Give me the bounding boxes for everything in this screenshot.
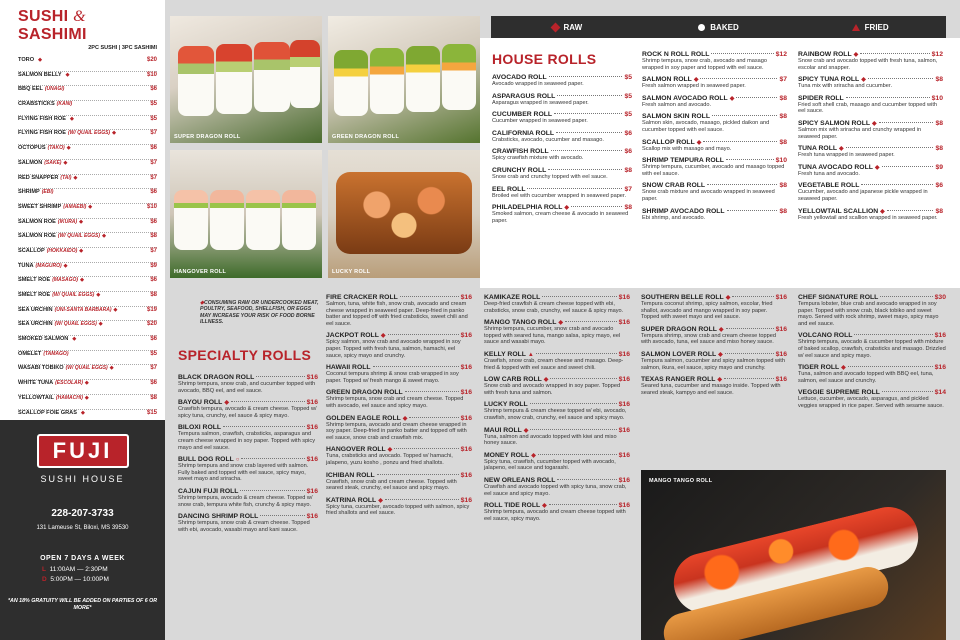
raw-diamond-icon: ◆	[96, 292, 101, 298]
menu-item: JACKPOT ROLL ◆ $16 Spicy salmon, snow crab and avocado wrapped in soy paper. Topped with fresh tuna, salmon, hamachi, eel sauce, spicy mayo and crunchy.	[326, 332, 472, 359]
sushi-item: SCALLOP (HOKKAIDO) ◆ $7	[18, 248, 157, 263]
sushi-item: SHRIMP (EBI) $6	[18, 189, 157, 204]
menu-item: SHRIMP TEMPURA ROLL $10 Shrimp tempura, cucumber, avocado and masago topped with eel sauce.	[642, 157, 787, 177]
raw-diamond-icon: ◆	[378, 497, 383, 504]
sushi-item: BBQ EEL (UNAGI) $6	[18, 86, 157, 101]
menu-item: GOLDEN EAGLE ROLL ◆ $16 Shrimp tempura, avocado and cream cheese wrapped in soy paper. Deep-fried in panko batter and topped off with eel sauce, snow crab and crawfish mix.	[326, 414, 472, 441]
menu-item: MAUI ROLL ◆ $16 Tuna, salmon and avocado topped with kiwi and miso honey sauce.	[484, 426, 630, 447]
raw-diamond-icon: ◆	[402, 415, 408, 422]
menu-item: LUCKY ROLL $16 Shrimp tempura & cream cheese topped w/ ebi, avocado, crawfish, snow crab, crunchy, eel sauce and spicy mayo.	[484, 401, 630, 421]
photo-caption: SUPER DRAGON ROLL	[174, 134, 241, 140]
menu-item: CRAWFISH ROLL $6 Spicy crawfish mixture with avocado.	[492, 148, 632, 162]
raw-diamond-icon: ◆	[88, 203, 93, 210]
sushi-item: CRABSTICKS (KANI) $5	[18, 101, 157, 116]
menu-item: TIGER ROLL ◆ $16 Tuna, salmon and avocado topped with BBQ eel, tuna, salmon, eel sauce and crunchy.	[798, 364, 946, 384]
specialty-col-2	[326, 294, 472, 522]
raw-diamond-icon: ◆	[73, 174, 78, 181]
fried-triangle-icon	[852, 24, 860, 31]
sushi-item: SEA URCHIN (UNI-SANTA BARBARA) ◆ $19	[18, 307, 157, 322]
raw-diamond-icon: ◆	[693, 77, 699, 84]
menu-item: VEGGIE SUPREME ROLL $14 Lettuce, cucumber, avocado, asparagus, and pickled veggies wrapped in rice paper. Served with sesame sauce.	[798, 389, 946, 409]
menu-item: BULL DOG ROLL ○ $16 Shrimp tempura and snow crab layered with salmon. Fully baked and topped with eel sauce, spicy mayo, sweet mayo and sriracha.	[178, 456, 318, 483]
raw-diamond-icon: ◆	[543, 377, 549, 384]
raw-diamond-icon: ◆	[69, 115, 74, 122]
raw-diamond-icon: ◆	[84, 394, 89, 401]
sushi-item: WHITE TUNA (ESCOLAR) ◆ $6	[18, 380, 157, 395]
raw-diamond-icon: ◆	[718, 326, 724, 333]
raw-diamond-icon: ◆	[79, 218, 83, 225]
raw-diamond-icon: ◆	[531, 452, 536, 459]
legend-fried: FRIED	[794, 23, 946, 32]
raw-diamond-icon: ◆	[380, 333, 386, 340]
raw-diamond-icon: ◆	[113, 306, 118, 313]
menu-item: SALMON SKIN ROLL $8 Salmon skin, avocado, masago, pickled daikon and cucumber topped with eel sauce.	[642, 113, 787, 133]
sushi-subtitle: 2PC SUSHI | 3PC SASHIMI	[88, 45, 157, 51]
sushi-item: SCALLOP FOIE GRAS ◆ $15	[18, 410, 157, 425]
baked-circle-icon	[698, 24, 705, 31]
menu-item: SCALLOP ROLL ◆ $8 Scallop mix with masago and mayo.	[642, 138, 787, 152]
menu-item: ASPARAGUS ROLL $5 Asparagus wrapped in seaweed paper.	[492, 92, 632, 106]
menu-item: PHILADELPHIA ROLL ◆ $8 Smoked salmon, cream cheese & avocado in seaweed paper.	[492, 204, 632, 224]
sushi-item: SMELT ROE (MASAGO) ◆ $6	[18, 277, 157, 292]
sushi-item: RED SNAPPER (TAI) ◆ $7	[18, 175, 157, 190]
sushi-item: SWEET SHRIMP (AMAEBI) ◆ $10	[18, 204, 157, 219]
menu-item: CUCUMBER ROLL $5 Cucumber wrapped in seaweed paper.	[492, 111, 632, 125]
menu-item: SALMON LOVER ROLL ◆ $16 Tempura salmon, cucumber and spicy salmon topped with salmon, ikura, eel sauce, spicy mayo and crunchy.	[641, 350, 787, 371]
menu-item: BAYOU ROLL ◆ $16 Crawfish tempura, avocado & cream cheese. Topped w/ spicy tuna, crunchy, eel sauce & spicy mayo.	[178, 399, 318, 419]
baked-circle-icon: ○	[235, 457, 240, 464]
sushi-item: SMOKED SALMON ◆ $6	[18, 336, 157, 351]
menu-item: CRUNCHY ROLL $8 Snow crab and crunchy topped with eel sauce.	[492, 166, 632, 180]
house-rolls-col-2	[642, 51, 787, 226]
menu-item: TUNA AVOCADO ROLL ◆ $9 Fresh tuna and avocado.	[798, 163, 943, 177]
raw-diamond-icon: ◆	[65, 71, 70, 78]
raw-diamond-icon: ◆	[874, 164, 880, 171]
raw-diamond-icon: ◆	[542, 503, 547, 510]
house-rolls-panel	[480, 38, 960, 288]
specialty-col-1	[178, 374, 318, 538]
raw-diamond-icon: ◆	[224, 400, 229, 407]
menu-item: VOLCANO ROLL $16 Shrimp tempura, avocado & cucumber topped with mixture of baked scallop, crawfish, crabsticks and masago. Drizzled w/ eel sauce and spicy mayo.	[798, 332, 946, 359]
raw-diamond-icon: ◆	[564, 205, 569, 212]
raw-diamond-icon: ◆	[84, 380, 89, 387]
specialty-rolls-title: SPECIALTY ROLLS	[178, 347, 312, 363]
phone-number[interactable]: 228-207-3733	[51, 508, 114, 519]
gratuity-note: *AN 18% GRATUITY WILL BE ADDED ON PARTIES OF 6 OR MORE*	[7, 598, 158, 611]
raw-diamond-icon: ◆	[109, 365, 114, 372]
lucky-roll-photo	[328, 150, 480, 278]
house-rolls-title: HOUSE ROLLS	[492, 51, 597, 67]
raw-diamond-icon: ◆	[80, 409, 85, 416]
sushi-item: SALMON (SAKE) ◆ $7	[18, 160, 157, 175]
menu-item: CHEF SIGNATURE ROLL $30 Tempura lobster, blue crab and avocado wrapped in soy paper. Topped with snow crab, black tobiko and sweet mayo. Served with rock shrimp, sweet mayo, spicy mayo and eel sauce.	[798, 294, 946, 327]
menu-item: SPIDER ROLL $10 Fried soft shell crab, masago and cucumber topped with eel sauce.	[798, 94, 943, 115]
menu-item: SNOW CRAB ROLL $8 Snow crab mixture and avocado wrapped in seaweed paper.	[642, 182, 787, 202]
sushi-list	[18, 57, 157, 424]
photo-caption: GREEN DRAGON ROLL	[332, 134, 400, 140]
specialty-col-5	[798, 294, 946, 415]
menu-item: CAJUN FUJI ROLL $16 Shrimp tempura, avocado & cream cheese. Topped w/ snow crab, tempura white fish, crunchy & spicy mayo.	[178, 487, 318, 508]
fried-triangle-icon: ▲	[527, 351, 534, 358]
sushi-item: OMELET (TAMAGO) $5	[18, 351, 157, 366]
raw-diamond-icon: ◆	[853, 52, 859, 58]
menu-item: KELLY ROLL ▲ $16 Crawfish, snow crab, cream cheese and masago. Deep-fried & topped with eel sauce and sweet chili.	[484, 350, 630, 371]
raw-diamond-icon: ◆	[72, 336, 77, 343]
sushi-item: FLYING FISH ROE (W/ QUAIL EGGS) ◆ $7	[18, 130, 157, 145]
sushi-sashimi-panel	[0, 0, 165, 420]
menu-item: EEL ROLL $7 Broiled eel with cucumber wrapped in seaweed paper.	[492, 185, 632, 199]
menu-item: SOUTHERN BELLE ROLL ◆ $16 Tempura coconut shrimp, spicy salmon, escolar, fried shallot, avocado and mango wrapped in soy paper. Topped with sweet mayo and eel sauce.	[641, 294, 787, 321]
menu-item: SPICY SALMON ROLL ◆ $8 Salmon mix with sriracha and crunchy wrapped in seaweed paper.	[798, 119, 943, 140]
sushi-item: SALMON ROE (W/ QUAIL EGGS) ◆ $8	[18, 233, 157, 248]
hangover-roll-photo	[170, 150, 322, 278]
sushi-item: SEA URCHIN (W/ QUAIL EGGS) ◆ $20	[18, 321, 157, 336]
menu-item: SPICY TUNA ROLL ◆ $8 Tuna mix with sriracha and cucumber.	[798, 76, 943, 90]
raw-diamond-icon: ◆	[66, 145, 71, 152]
sushi-sashimi-title: SUSHI & SASHIMI	[18, 8, 87, 43]
sushi-item: FLYING FISH ROE ◆ $5	[18, 116, 157, 131]
photo-caption: LUCKY ROLL	[332, 269, 371, 275]
raw-diamond-icon: ◆	[38, 57, 42, 63]
mango-tango-roll-photo	[641, 470, 946, 640]
menu-item: AVOCADO ROLL $5 Avocado wrapped in seaweed paper.	[492, 74, 632, 87]
raw-diamond-icon	[550, 22, 560, 32]
sushi-item: TORO ◆ $20	[18, 57, 157, 72]
menu-item: ROLL TIDE ROLL ◆ $16 Shrimp tempura, avocado and cream cheese topped with eel sauce, spicy mayo.	[484, 502, 630, 522]
fuji-logo: FUJI	[37, 434, 129, 468]
hours: L 11:00AM — 2:30PM D 5:00PM — 10:00PM	[42, 566, 109, 583]
super-dragon-roll-photo	[170, 16, 322, 143]
green-dragon-roll-photo	[328, 16, 480, 143]
menu-item: SHRIMP AVOCADO ROLL $8 Ebi shrimp, and avocado.	[642, 207, 787, 221]
raw-diamond-icon: ◆	[112, 130, 116, 137]
raw-diamond-icon: ◆	[729, 95, 735, 102]
menu-item: CALIFORNIA ROLL $6 Crabsticks, avocado, cucumber and masago.	[492, 129, 632, 143]
menu-item: BILOXI ROLL $16 Tempura salmon, crawfish, crabsticks, asparagus and cream cheese wrapped in soy paper. Topped with spicy mayo and eel sauce.	[178, 424, 318, 451]
house-rolls-col-1	[492, 74, 632, 229]
raw-diamond-icon: ◆	[80, 277, 84, 284]
menu-item: FIRE CRACKER ROLL $16 Salmon, tuna, white fish, snow crab, avocado and cream cheese wrapped in seaweed paper. Deep-fried in panko batter and topped off with fried crabsticks, sweet chili and eel sauce.	[326, 294, 472, 327]
sushi-item: SALMON BELLY ◆ $10	[18, 72, 157, 87]
menu-item: MANGO TANGO ROLL ◆ $16 Shrimp tempura, cucumber, snow crab and avocado topped with seared tuna, mango salsa, spicy mayo, eel sauce and wasabi mayo.	[484, 319, 630, 346]
photo-caption: MANGO TANGO ROLL	[649, 478, 713, 484]
raw-diamond-icon: ◆	[63, 262, 68, 269]
legend-bar	[491, 16, 946, 38]
sushi-item: WASABI TOBIKO (W/ QUAIL EGGS) ◆ $7	[18, 365, 157, 380]
raw-diamond-icon: ◆	[387, 447, 393, 454]
menu-item: MONEY ROLL ◆ $16 Spicy tuna, crawfish, cucumber topped with avocado, jalapeno, eel sauce and togarashi.	[484, 451, 630, 472]
menu-item: TUNA ROLL ◆ $8 Fresh tuna wrapped in seaweed paper.	[798, 145, 943, 159]
menu-item: ROCK N ROLL ROLL $12 Shrimp tempura, snow crab, avocado and masago wrapped in soy paper and topped with eel sauce.	[642, 51, 787, 71]
raw-diamond-icon: ◆	[841, 365, 846, 372]
sushi-item: SMELT ROE (W/ QUAIL EGGS) ◆ $8	[18, 292, 157, 307]
raw-diamond-icon: ◆	[63, 159, 68, 166]
address: 131 Lameuse St, Biloxi, MS 39530	[36, 525, 129, 531]
menu-item: DANCING SHRIMP ROLL $16 Shrimp tempura, snow crab & cream cheese. Topped with ebi, avocado, wasabi mayo and kani sauce.	[178, 513, 318, 533]
menu-item: KATRINA ROLL ◆ $16 Spicy tuna, cucumber, avocado topped with salmon, spicy fried shallots and eel sauce.	[326, 496, 472, 517]
legend-raw: RAW	[491, 23, 643, 32]
legend-baked: BAKED	[643, 23, 795, 32]
raw-warning-note: ◆CONSUMING RAW OR UNDERCOOKED MEAT, POULTRY, SEAFOOD, SHELLFISH, OR EGGS MAY INCREASE YOUR RISK OF FOOD BORNE ILLNESS.	[200, 300, 319, 325]
specialty-col-3	[484, 294, 630, 527]
menu-item: HAWAII ROLL $16 Coconut tempura shrimp & snow crab wrapped in soy paper. Topped w/ fresh mango & sweet mayo.	[326, 364, 472, 384]
raw-diamond-icon: ◆	[861, 77, 866, 84]
menu-item: NEW ORLEANS ROLL $16 Crawfish and avocado topped with spicy tuna, snow crab, eel sauce and spicy mayo.	[484, 476, 630, 497]
menu-item: HANGOVER ROLL ◆ $16 Tuna, crabsticks and avocado. Topped w/ hamachi, jalapeno, yuzu kosho , ponzu and fried shallots.	[326, 446, 472, 466]
raw-diamond-icon: ◆	[79, 247, 84, 254]
menu-item: VEGETABLE ROLL $6 Cucumber, avocado and japanese pickle wrapped in seaweed paper.	[798, 182, 943, 202]
raw-diamond-icon: ◆	[523, 427, 529, 434]
menu-item: KAMIKAZE ROLL $16 Deep-fried crawfish & cream cheese topped with ebi, crabsticks, snow crab, crunchy, eel sauce & spicy mayo.	[484, 294, 630, 314]
menu-item: RAINBOW ROLL ◆ $12 Snow crab and avocado topped with fresh tuna, salmon, escolar and snapper.	[798, 51, 943, 71]
menu-item: SALMON ROLL ◆ $7 Fresh salmon wrapped in seaweed paper.	[642, 76, 787, 90]
menu-item: LOW CARB ROLL ◆ $16 Snow crab and avocado wrapped in soy paper. Topped with fresh tuna and salmon.	[484, 376, 630, 396]
sushi-item: YELLOWTAIL (HAMACHI) ◆ $8	[18, 395, 157, 410]
raw-diamond-icon: ◆	[725, 295, 731, 301]
open-days: OPEN 7 DAYS A WEEK	[40, 555, 125, 562]
raw-diamond-icon: ◆	[98, 321, 103, 328]
menu-item: ICHIBAN ROLL $16 Crawfish, snow crab and cream cheese. Topped with seared steak, crunchy, eel sauce and spicy mayo.	[326, 471, 472, 492]
photo-caption: HANGOVER ROLL	[174, 269, 227, 275]
sushi-item: OCTOPUS (TAKO) ◆ $6	[18, 145, 157, 160]
raw-diamond-icon: ◆	[717, 377, 723, 384]
raw-diamond-icon: ◆	[839, 146, 844, 153]
raw-diamond-icon: ◆	[102, 233, 106, 240]
raw-diamond-icon: ◆	[880, 208, 885, 215]
menu-item: GREEN DRAGON ROLL $16 Shrimp tempura, snow crab and cream cheese. Topped with avocado, eel sauce and spicy mayo.	[326, 389, 472, 409]
raw-diamond-icon: ◆	[558, 320, 563, 327]
menu-item: BLACK DRAGON ROLL $16 Shrimp tempura, snow crab, and cucumber topped with avocado, BBQ eel, and eel sauce.	[178, 374, 318, 394]
specialty-col-4	[641, 294, 787, 401]
house-rolls-col-3	[798, 51, 943, 226]
raw-diamond-icon: ◆	[696, 139, 702, 146]
menu-item: SALMON AVOCADO ROLL ◆ $8 Fresh salmon and avocado.	[642, 94, 787, 108]
raw-diamond-icon: ◆	[718, 351, 723, 358]
restaurant-info-panel	[0, 420, 165, 640]
sushi-item: TUNA (MAGURO) ◆ $9	[18, 263, 157, 278]
sushi-item: SALMON ROE (IKURA) ◆ $6	[18, 219, 157, 234]
menu-item: TEXAS RANGER ROLL ◆ $16 Seared tuna, cucumber and masago inside. Topped with seared steak, kampyo and eel sauce.	[641, 376, 787, 396]
raw-diamond-icon: ◆	[872, 120, 877, 127]
logo-tagline: SUSHI HOUSE	[40, 474, 125, 484]
menu-item: SUPER DRAGON ROLL ◆ $16 Tempura shrimp, snow crab and cream cheese topped with avocado, tuna, eel sauce and miso honey sauce.	[641, 325, 787, 346]
menu-item: YELLOWTAIL SCALLION ◆ $8 Fresh yellowtail and scallion wrapped in seaweed paper.	[798, 207, 943, 221]
